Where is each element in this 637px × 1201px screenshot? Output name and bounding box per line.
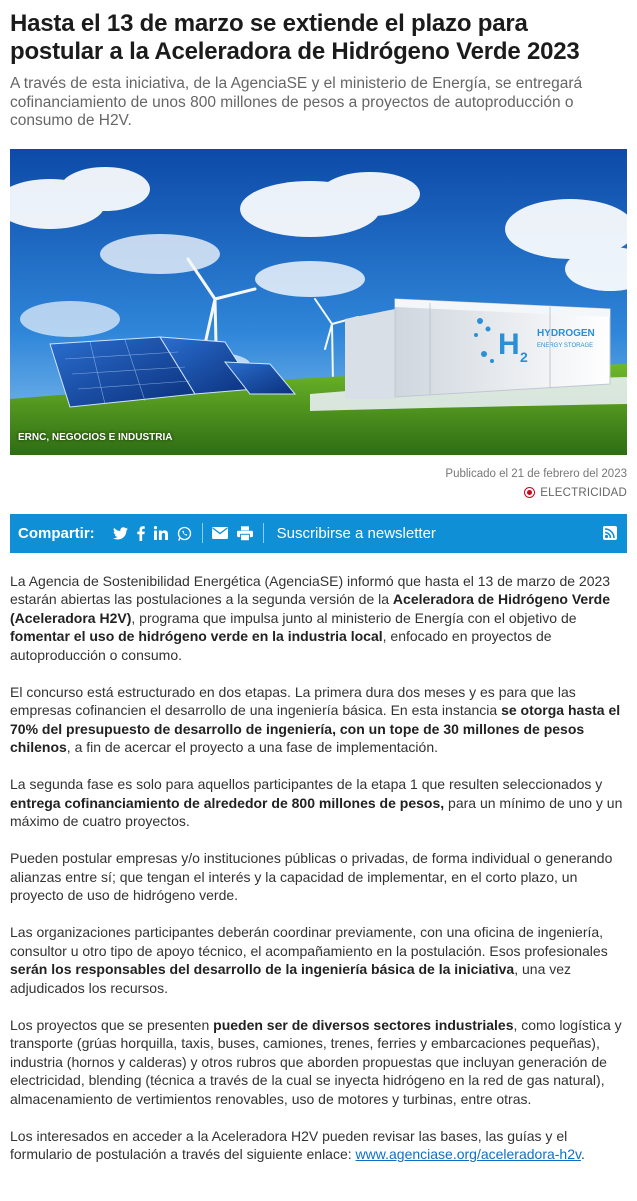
category-link[interactable] — [10, 486, 627, 500]
aceleradora-link[interactable]: www.agenciase.org/aceleradora-h2v — [355, 1146, 581, 1162]
whatsapp-icon[interactable] — [177, 523, 192, 543]
paragraph: La Agencia de Sostenibilidad Energética (AgenciaSE) informó que hasta el 13 de marzo de 2023 estarán abiertas las postulaciones a la segunda versión de la Aceleradora de Hidrógeno Verde (Aceleradora H2V), programa que impulsa junto al ministerio de Energía con el objetivo de fomentar el uso de hidrógeno verde en la industria local, enfocado en proyectos de autoproducción o consumo. — [10, 572, 611, 663]
facebook-icon[interactable] — [137, 523, 145, 543]
paragraph: La segunda fase es solo para aquellos participantes de la etapa 1 que resulten seleccionados y entrega cofinanciamiento de alrededor de 800 millones de pesos, para un mínimo de uno y un máximo de cuatro proyectos. — [10, 776, 623, 829]
energy-storage-label: ENERGY STORAGE — [537, 342, 594, 349]
paragraph: Las organizaciones participantes deberán coordinar previamente, con una oficina de ingeniería, consultor u otro tipo de apoyo técnico, el acompañamiento en la postulación. Esos profesionales serán los responsables del desarrollo de la ingeniería básica de la iniciativa, una vez adjudicados los recursos. — [10, 924, 608, 996]
h2-logo-text: H — [498, 327, 520, 361]
share-bar — [10, 514, 627, 553]
paragraph: El concurso está estructurado en dos etapas. La primera dura dos meses y es para que las empresas cofinancien el desarrollo de una ingeniería básica. En esta instancia se otorga hasta el 70% del presupuesto de desarrollo de ingeniería, con un tope de 30 millones de pesos chilenos, a fin de acercar el proyecto a una fase de implementación. — [10, 683, 621, 755]
article-title: Hasta el 13 de marzo se extiende el plazo para postular a la Aceleradora de Hidrógeno Verde 2023 — [10, 10, 580, 65]
newsletter-link[interactable]: Suscribirse a newsletter — [276, 524, 436, 542]
paragraph: Los proyectos que se presenten pueden ser de diversos sectores industriales, como logística y transporte (grúas horquilla, taxis, buses, camiones, trenes, ferries y embarcaciones pequeñas), industria (hornos y calderas) y otros rubros que aborden propuestas que incluyan generación de electricidad, blending (técnica a través de la cual se inyecta hidrógeno en la red de gas natural), almacenamiento de vertimientos renovables, uso de motores y turbinas, entre otras. — [10, 1016, 622, 1107]
hydrogen-storage-illustration — [10, 149, 627, 455]
share-divider — [263, 523, 264, 543]
print-icon[interactable] — [237, 523, 253, 543]
linkedin-icon[interactable] — [154, 523, 168, 543]
category-dot-icon — [524, 487, 535, 498]
rss-icon[interactable] — [603, 526, 617, 540]
category-label: ELECTRICIDAD — [540, 486, 627, 499]
hydrogen-label: HYDROGEN — [537, 327, 595, 339]
hero-image — [10, 149, 627, 455]
mail-icon[interactable] — [212, 523, 228, 543]
share-label: Compartir: — [18, 524, 95, 542]
publish-date: Publicado el 21 de febrero del 2023 — [445, 467, 627, 480]
twitter-icon[interactable] — [113, 523, 128, 543]
article-lead: A través de esta iniciativa, de la AgenciaSE y el ministerio de Energía, se entregará cofinanciamiento de unos 800 millones de pesos a proyectos de autoproducción o consumo de H2V. — [10, 75, 583, 129]
paragraph: Pueden postular empresas y/o instituciones públicas o privadas, de forma individual o generando alianzas entre sí; que tengan el interés y la capacidad de implementar, en el corto plazo, un proyecto de uso de hidrógeno verde. — [10, 850, 613, 903]
share-divider — [202, 523, 203, 543]
h2-logo-subscript: 2 — [520, 348, 528, 365]
image-category-tag: ERNC, NEGOCIOS E INDUSTRIA — [18, 431, 173, 443]
paragraph: Los interesados en acceder a la Aceleradora H2V pueden revisar las bases, las guías y el formulario de postulación a través del siguiente enlace: www.agenciase.org/aceleradora-h2v. — [10, 1127, 585, 1162]
article-body — [10, 572, 627, 1164]
article-meta — [10, 467, 627, 500]
